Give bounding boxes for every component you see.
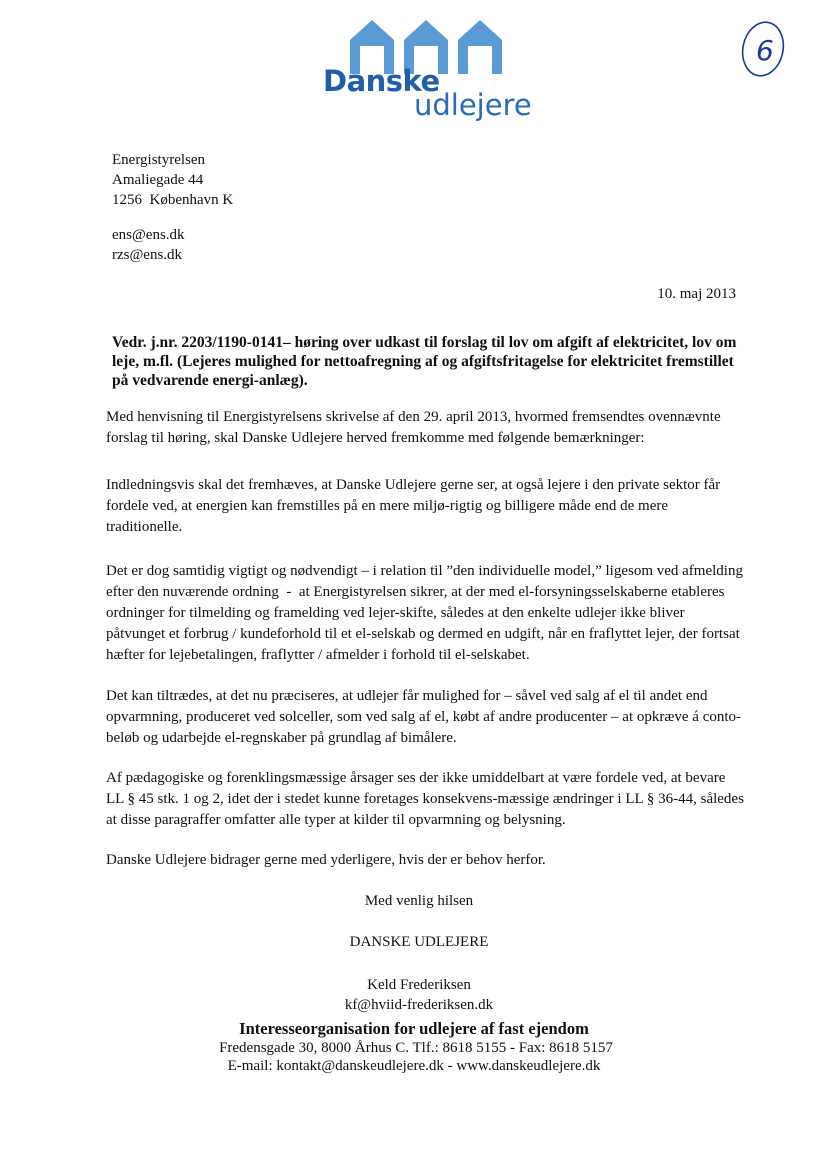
footer-title: Interesseorganisation for udlejere af fast ejendom xyxy=(239,1019,589,1038)
paragraph: Det kan tiltrædes, at det nu præciseres, at udlejer får mulighed for – såvel ved salg af el til andet end opvarmning, produceret ved solceller, som ved salg af el, købt af andre producenter – at opkræve á conto-beløb og udarbejde el-regnskaber på grundlag af bimålere. xyxy=(106,688,742,746)
closing-greeting: Med venlig hilsen xyxy=(364,893,474,909)
signatory-name: Keld Frederiksen xyxy=(367,977,471,993)
email-line: rzs@ens.dk xyxy=(112,247,183,263)
logo-word-danske: Danske xyxy=(323,64,440,98)
recipient-address xyxy=(112,150,233,210)
footer-address: Fredensgade 30, 8000 Århus C. Tlf.: 8618 5155 - Fax: 8618 5157 xyxy=(219,1040,613,1056)
paragraph: Det er dog samtidig vigtigt og nødvendigt – i relation til ”den individuelle model,” ligesom ved afmelding efter den nuværende ordning - at Energistyrelsen sikrer, at der med el-forsyningsselskaberne etableres ordninger for tilmelding og framelding ved lejer-skifte, således at den enkelte udlejer ikke bliver påtvunget et forbrug / kundeforhold til et el-selskab og dermed en udgift, når en fraflyttet lejer, der fortsat hæfter for lejebetalingen, fraflytter / afmelder i forhold til el-selskabet. xyxy=(106,563,747,663)
logo-word-udlejere: udlejere xyxy=(414,88,532,122)
letter-date: 10. maj 2013 xyxy=(657,286,736,302)
subject-line: Vedr. j.nr. 2203/1190-0141– høring over udkast til forslag til lov om afgift af elektricitet, lov om leje, m.fl. (Lejeres mulighed for nettoafregning af og afgiftsfritagelse for elektricitet fremstillet på vedvarende energi-anlæg). xyxy=(112,334,737,389)
handwritten-page-number xyxy=(738,16,788,80)
logo xyxy=(318,18,548,123)
recipient-name: Energistyrelsen xyxy=(112,152,206,168)
closing-org: DANSKE UDLEJERE xyxy=(349,934,489,950)
paragraph: Indledningsvis skal det fremhæves, at Danske Udlejere gerne ser, at også lejere i den private sektor får fordele ved, at energien kan fremstilles på en mere miljø-rigtig og billigere måde end de mere traditionelle. xyxy=(106,477,721,535)
recipient-emails xyxy=(112,225,185,265)
paragraph: Af pædagogiske og forenklingsmæssige årsager ses der ikke umiddelbart at være fordele ved, at bevare LL § 45 stk. 1 og 2, idet der i stedet kunne foretages konsekvens-mæssige ændringer i LL § 36-44, således at disse paragraffer omfatter alle typer at kilder til opvarmning og belysning. xyxy=(106,770,744,828)
paragraph: Danske Udlejere bidrager gerne med yderligere, hvis der er behov herfor. xyxy=(106,852,546,868)
paragraph: Med henvisning til Energistyrelsens skrivelse af den 29. april 2013, hvormed fremsendtes ovennævnte forslag til høring, skal Danske Udlejere herved fremkomme med følgende bemærkninger: xyxy=(106,409,721,446)
footer-contact: E-mail: kontakt@danskeudlejere.dk - www.danskeudlejere.dk xyxy=(227,1058,601,1074)
page-number: 6 xyxy=(756,34,774,67)
recipient-street: Amaliegade 44 xyxy=(112,172,204,188)
recipient-city: 1256 København K xyxy=(112,192,234,208)
signatory-email: kf@hviid-frederiksen.dk xyxy=(344,997,494,1013)
email-line: ens@ens.dk xyxy=(112,227,185,243)
